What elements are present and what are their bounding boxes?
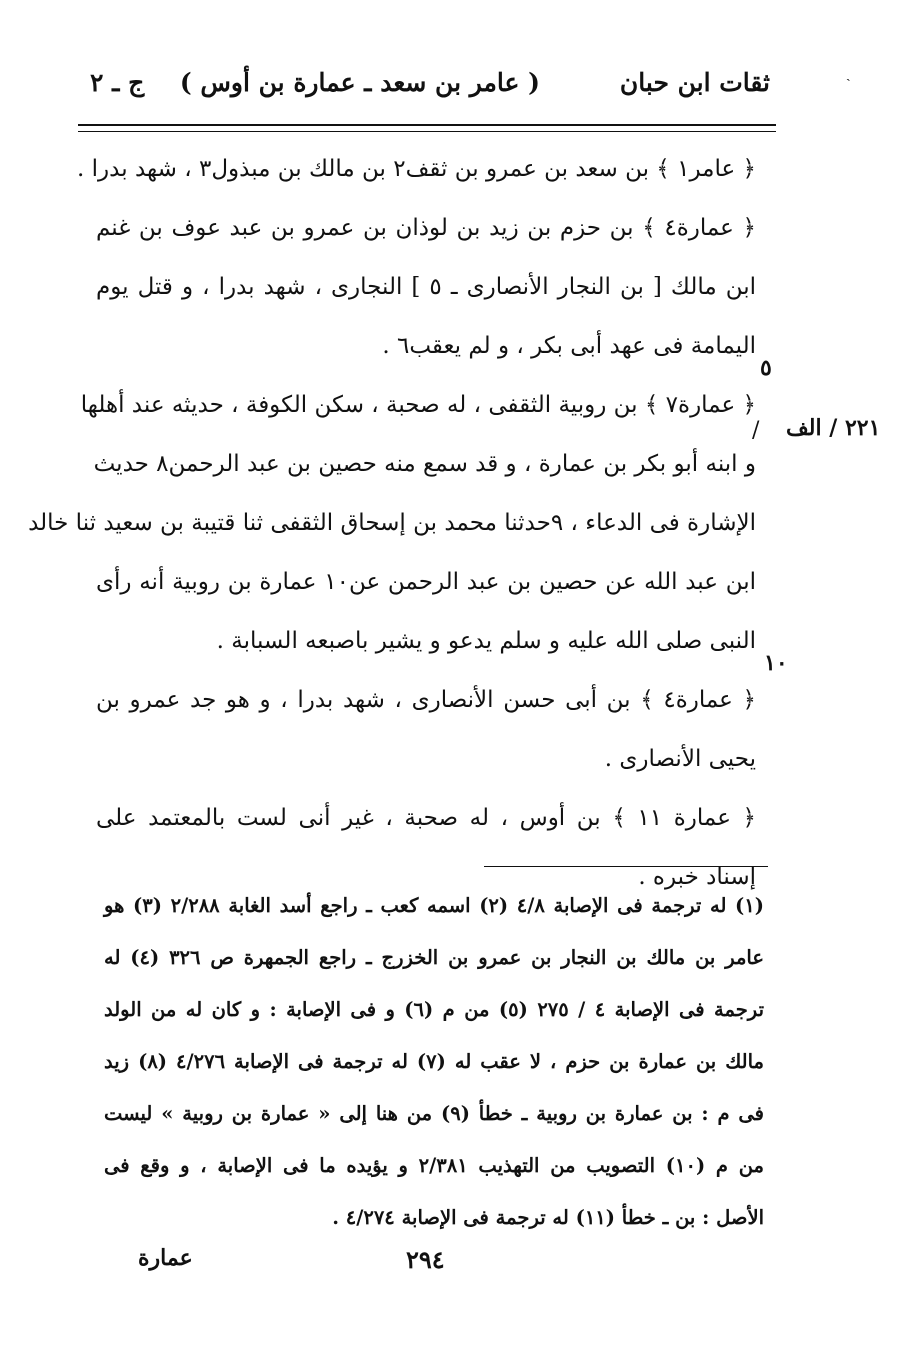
header-rule-thick	[78, 124, 776, 126]
footnote-line: فى م : بن عمارة بن روبية ـ خطأ (٩) من هنا إلى « عمارة بن روبية » ليست	[104, 1102, 764, 1125]
manuscript-break-mark: /	[752, 418, 760, 443]
page-speck: ˎ	[846, 66, 851, 82]
footnote-line: مالك بن عمارة بن حزم ، لا عقب له (٧) له ترجمة فى الإصابة ٤/٢٧٦ (٨) زيد	[104, 1050, 764, 1073]
margin-line-number-10: ١٠	[764, 650, 788, 676]
margin-line-number-5: ٥	[760, 355, 772, 381]
text-line: ﴿ عمارة٤ ﴾ بن حزم بن زيد بن لوذان بن عمرو بن عبد عوف بن غنم	[96, 215, 756, 241]
text-line: ﴿ عمارة ١١ ﴾ بن أوس ، له صحبة ، غير أنى لست بالمعتمد على	[96, 805, 756, 831]
running-header	[80, 62, 770, 110]
footnote-line: عامر بن مالك بن النجار بن عمرو بن الخزرج ـ راجع الجمهرة ص ٣٢٦ (٤) له	[104, 946, 764, 969]
text-line: ﴿ عمارة٤ ﴾ بن أبى حسن الأنصارى ، شهد بدرا ، و هو جد عمرو بن	[96, 687, 756, 713]
footnote-line: الأصل : بن ـ خطأ (١١) له ترجمة فى الإصابة ٤/٢٧٤ .	[332, 1206, 764, 1229]
footnote-line: من م (١٠) التصويب من التهذيب ٢/٣٨١ و يؤيده ما فى الإصابة ، و وقع فى	[104, 1154, 765, 1177]
text-line: إسناد خبره .	[638, 864, 756, 890]
text-line: ﴿ عامر١ ﴾ بن سعد بن عمرو بن ثقف٢ بن مالك بن مبذول٣ ، شهد بدرا .	[77, 156, 756, 182]
footnote-separator	[484, 866, 768, 867]
manuscript-folio-marker: ٢٢١ / الف	[786, 415, 881, 441]
text-line: ابن مالك [ بن النجار الأنصارى ـ ٥ ] النجارى ، شهد بدرا ، و قتل يوم	[96, 274, 756, 300]
catchword: عمارة	[138, 1245, 193, 1271]
header-entry-range: ( عامر بن سعد ـ عمارة بن أوس )	[179, 68, 540, 97]
text-line: ﴿ عمارة٧ ﴾ بن روبية الثقفى ، له صحبة ، سكن الكوفة ، حديثه عند أهلها	[80, 392, 756, 418]
footnote-line: ترجمة فى الإصابة ٤ / ٢٧٥ (٥) من م (٦) و فى الإصابة : و كان له من الولد	[104, 998, 764, 1021]
page-number: ٢٩٤	[406, 1245, 445, 1274]
text-line: الإشارة فى الدعاء ، ٩حدثنا محمد بن إسحاق الثقفى ثنا قتيبة بن سعيد ثنا خالد	[28, 510, 756, 536]
header-rule-thin	[78, 131, 776, 132]
header-volume: ج ـ ٢	[90, 68, 145, 97]
text-line: اليمامة فى عهد أبى بكر ، و لم يعقب٦ .	[382, 333, 756, 359]
text-line: يحيى الأنصارى .	[604, 746, 756, 772]
text-line: النبى صلى الله عليه و سلم يدعو و يشير باصبعه السبابة .	[216, 628, 756, 654]
footnote-line: (١) له ترجمة فى الإصابة ٤/٨ (٢) اسمه كعب ـ راجع أسد الغابة ٢/٢٨٨ (٣) هو	[104, 894, 764, 917]
text-line: ابن عبد الله عن حصين بن عبد الرحمن عن١٠ عمارة بن روبية أنه رأى	[96, 569, 756, 595]
header-book-title: ثقات ابن حبان	[619, 68, 770, 97]
footnotes	[104, 880, 764, 1244]
main-text	[28, 140, 756, 907]
text-line: و ابنه أبو بكر بن عمارة ، و قد سمع منه حصين بن عبد الرحمن٨ حديث	[93, 451, 756, 477]
